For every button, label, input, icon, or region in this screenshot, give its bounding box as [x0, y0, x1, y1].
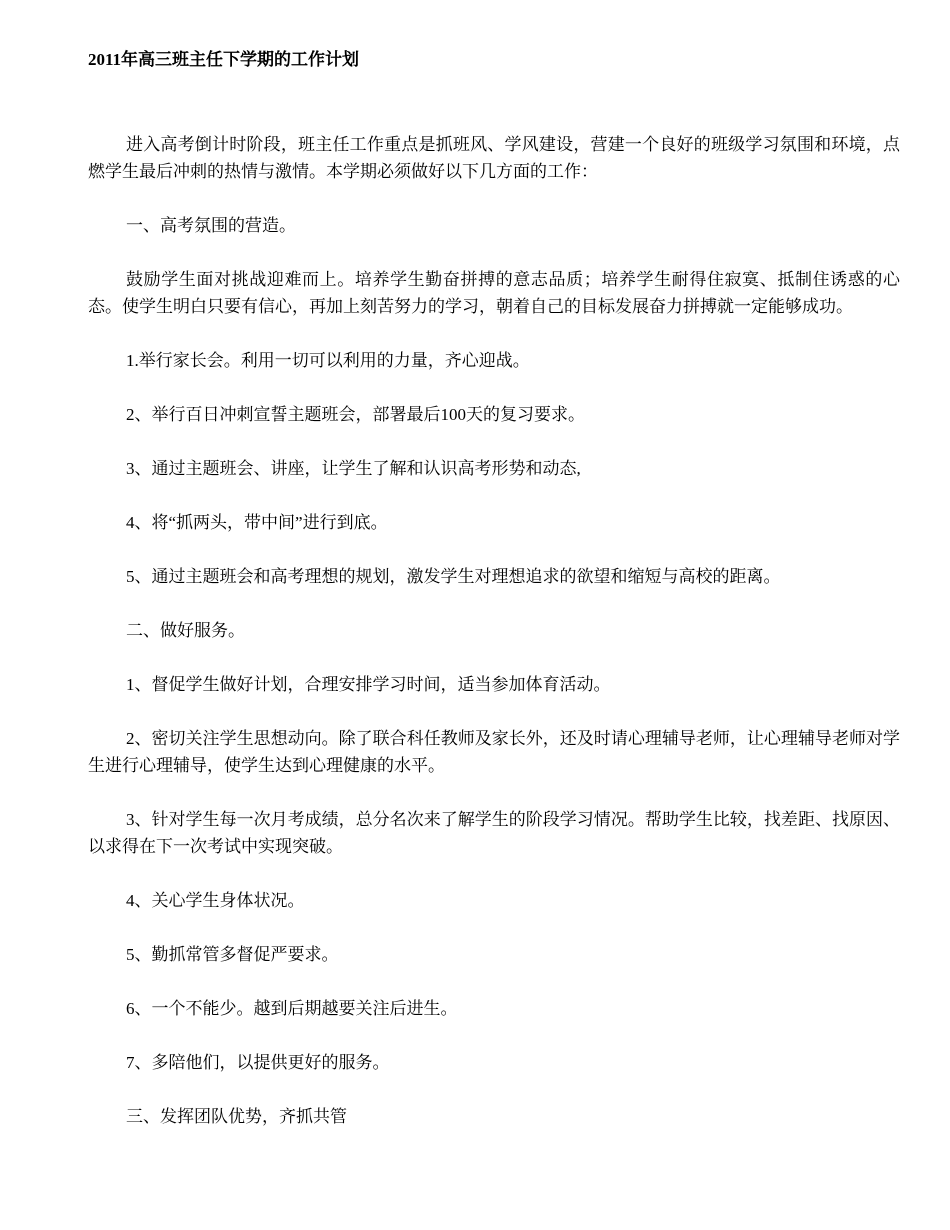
list-item: 2、密切关注学生思想动向。除了联合科任教师及家长外，还及时请心理辅导老师，让心理辅导老师对学生进行心理辅导，使学生达到心理健康的水平。 [88, 729, 900, 775]
list-item: 7、多陪他们，以提供更好的服务。 [126, 1053, 390, 1072]
section-1-paragraph: 鼓励学生面对挑战迎难而上。培养学生勤奋拼搏的意志品质；培养学生耐得住寂寞、抵制住诱惑的心态。使学生明白只要有信心，再加上刻苦努力的学习，朝着自己的目标发展奋力拼搏就一定能够成功。 [88, 270, 900, 316]
list-item: 4、将“抓两头，带中间”进行到底。 [126, 513, 388, 532]
list-item: 5、勤抓常管多督促严要求。 [126, 945, 339, 964]
document-body [88, 131, 900, 1130]
section-heading-3: 三、发挥团队优势，齐抓共管 [126, 1107, 347, 1126]
section-heading-2: 二、做好服务。 [126, 621, 245, 640]
section-heading-1: 一、高考氛围的营造。 [126, 216, 296, 235]
list-item: 3、针对学生每一次月考成绩，总分名次来了解学生的阶段学习情况。帮助学生比较，找差距、找原因、以求得在下一次考试中实现突破。 [88, 810, 900, 856]
list-item: 2、举行百日冲刺宣誓主题班会，部署最后100天的复习要求。 [126, 405, 585, 424]
list-item: 3、通过主题班会、讲座，让学生了解和认识高考形势和动态, [126, 459, 581, 478]
document-title: 2011年高三班主任下学期的工作计划 [88, 50, 360, 69]
list-item: 1、督促学生做好计划，合理安排学习时间，适当参加体育活动。 [126, 675, 611, 694]
intro-paragraph: 进入高考倒计时阶段，班主任工作重点是抓班风、学风建设，营建一个良好的班级学习氛围和环境，点燃学生最后冲刺的热情与激情。本学期必须做好以下几方面的工作： [88, 135, 900, 181]
list-item: 5、通过主题班会和高考理想的规划，激发学生对理想追求的欲望和缩短与高校的距离。 [126, 567, 781, 586]
list-item: 6、一个不能少。越到后期越要关注后进生。 [126, 999, 458, 1018]
list-item: 1.举行家长会。利用一切可以利用的力量，齐心迎战。 [126, 351, 530, 370]
list-item: 4、关心学生身体状况。 [126, 891, 305, 910]
